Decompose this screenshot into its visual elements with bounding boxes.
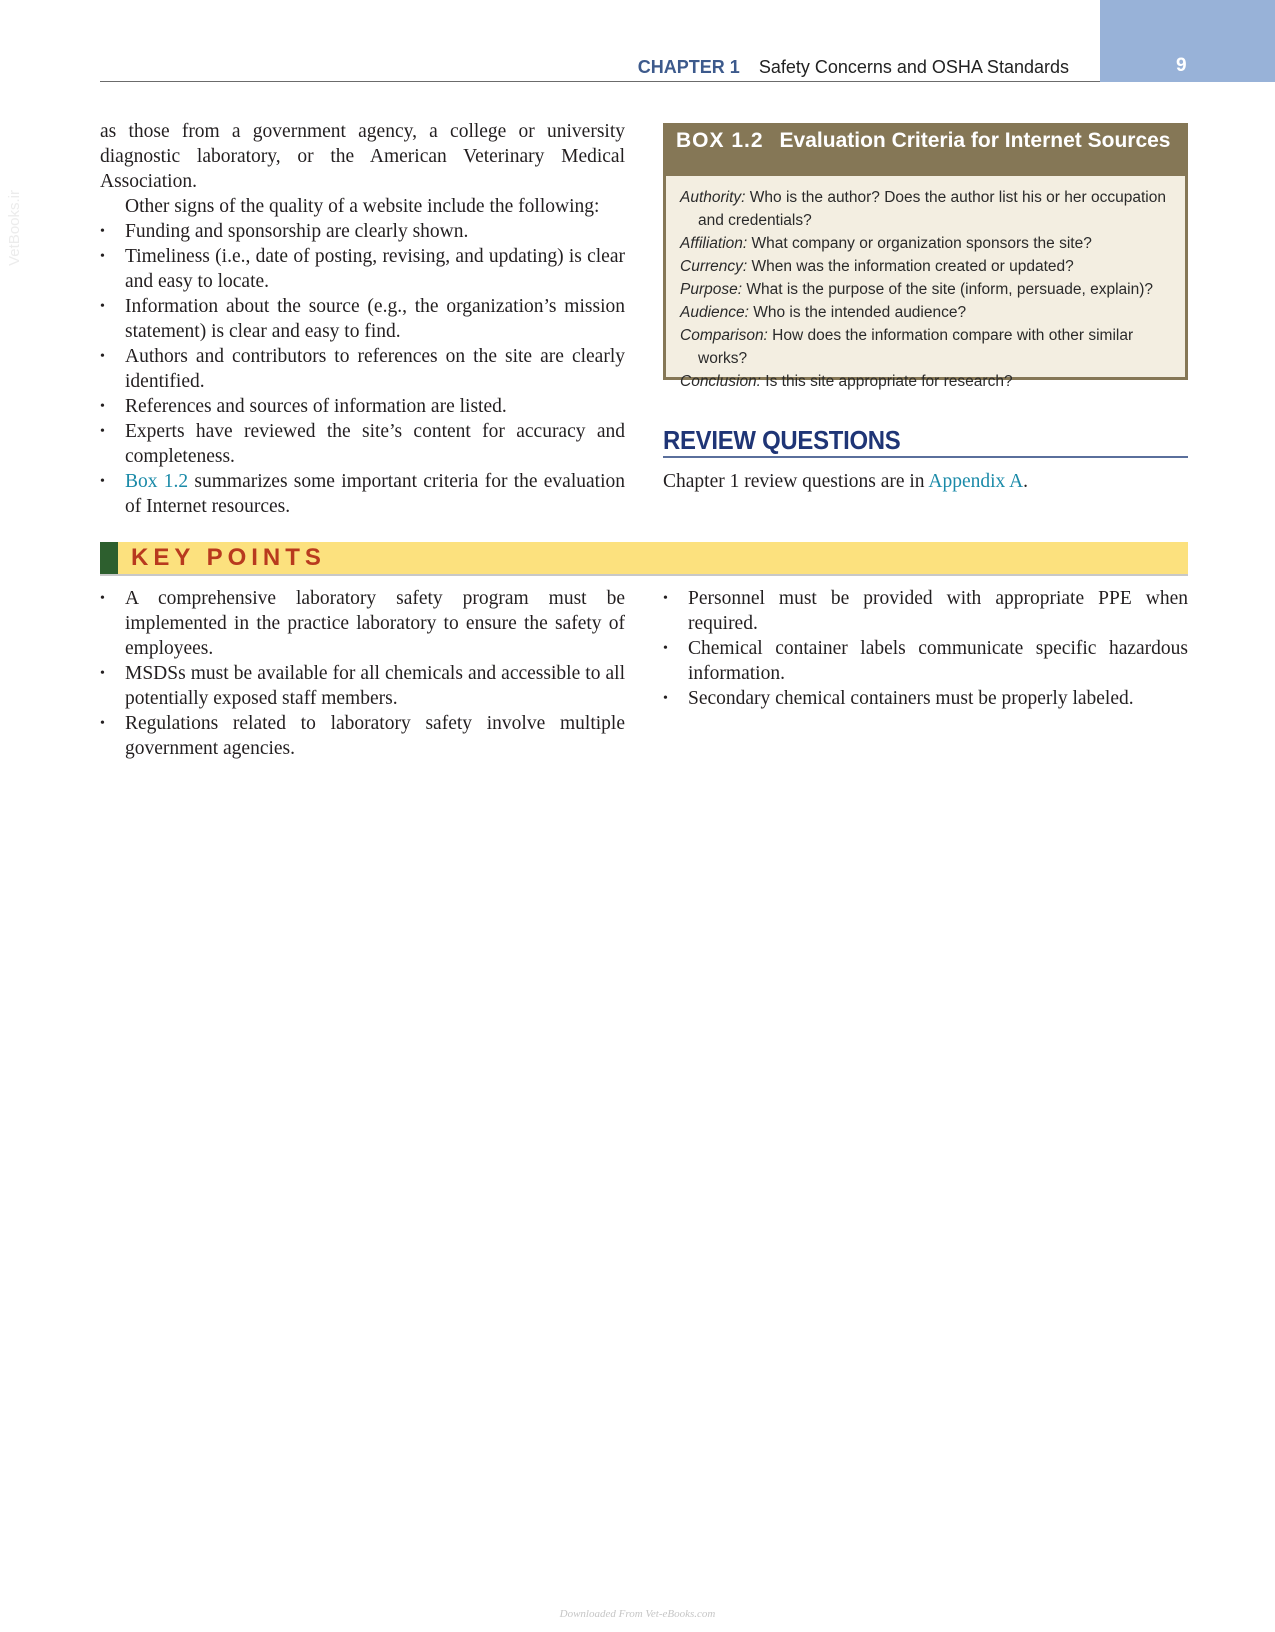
key-points-rule (100, 574, 1188, 576)
review-questions-heading: REVIEW QUESTIONS (663, 425, 901, 455)
key-points-left-list (100, 586, 625, 761)
box-row (680, 186, 1173, 232)
list-item: • Personnel must be provided with appropriate PPE when required. (663, 586, 1188, 636)
list-item: • Regulations related to laboratory safety involve multiple government agencies. (100, 711, 625, 761)
list-item: • Information about the source (e.g., the organization’s mission statement) is clear and easy to find. (100, 294, 625, 344)
appendix-a-link[interactable]: Appendix A (928, 471, 1024, 492)
box-text: What is the purpose of the site (inform, persuade, explain)? (742, 281, 1154, 298)
box-text: How does the information compare with other similar works? (698, 327, 1134, 367)
list-item: • MSDSs must be available for all chemicals and accessible to all potentially exposed staff members. (100, 661, 625, 711)
box-term: Authority: (680, 189, 746, 206)
key-points-heading: KEY POINTS (131, 544, 326, 571)
page-number-tab (1100, 0, 1275, 82)
box-text: What company or organization sponsors the site? (747, 235, 1092, 252)
box-label: BOX 1.2 (676, 129, 764, 152)
left-column (100, 119, 625, 519)
box-term: Conclusion: (680, 373, 761, 390)
review-text-before: Chapter 1 review questions are in (663, 471, 929, 492)
list-item: • A comprehensive laboratory safety program must be implemented in the practice laboratory to ensure the safety of employees. (100, 586, 625, 661)
list-item: • Funding and sponsorship are clearly shown. (100, 219, 625, 244)
box-evaluation-criteria (663, 123, 1188, 390)
review-text-after: . (1023, 471, 1029, 492)
box-row (680, 324, 1173, 370)
list-item: • Secondary chemical containers must be properly labeled. (663, 686, 1188, 711)
intro-paragraph: as those from a government agency, a college or university diagnostic laboratory, or the American Veterinary Medical Association. (100, 121, 625, 192)
box-text: When was the information created or updated? (747, 258, 1074, 275)
list-item-text: summarizes some important criteria for the evaluation of Internet resources. (125, 471, 625, 517)
key-points-right-column (663, 586, 1188, 711)
review-questions-text (663, 469, 1028, 494)
chapter-label: CHAPTER 1 (637, 57, 740, 77)
box-row (680, 255, 1173, 278)
box-term: Comparison: (680, 327, 768, 344)
box-term: Purpose: (680, 281, 743, 298)
box-header (666, 126, 1185, 176)
list-item: • Experts have reviewed the site’s content for accuracy and completeness. (100, 419, 625, 469)
side-watermark: VetBooks.ir (6, 190, 23, 266)
box-term: Affiliation: (680, 235, 748, 252)
chapter-title: Safety Concerns and OSHA Standards (758, 57, 1069, 77)
key-points-left-column (100, 586, 625, 761)
box-title: Evaluation Criteria for Internet Sources (779, 129, 1171, 152)
list-item: • Authors and contributors to references on the site are clearly identified. (100, 344, 625, 394)
list-item: • Timeliness (i.e., date of posting, revising, and updating) is clear and easy to locate. (100, 244, 625, 294)
box-row (680, 370, 1173, 393)
box-row (680, 232, 1173, 255)
list-item (100, 469, 625, 519)
quality-signs-list (100, 219, 625, 519)
box-text: Who is the intended audience? (748, 304, 967, 321)
key-points-accent (100, 542, 118, 575)
box-term: Audience: (680, 304, 749, 321)
box-row (680, 278, 1173, 301)
review-questions-rule (663, 456, 1188, 458)
lead-paragraph: Other signs of the quality of a website include the following: (125, 196, 600, 217)
footer-watermark: Downloaded From Vet-eBooks.com (559, 1608, 716, 1620)
key-points-right-list (663, 586, 1188, 711)
list-item: • References and sources of information are listed. (100, 394, 625, 419)
box-term: Currency: (680, 258, 748, 275)
box-row (680, 301, 1173, 324)
running-header (638, 57, 1069, 78)
box-text: Who is the author? Does the author list his or her occupation and credentials? (698, 189, 1166, 229)
list-item: • Chemical container labels communicate specific hazardous information. (663, 636, 1188, 686)
header-rule (100, 81, 1100, 82)
page-number: 9 (1176, 55, 1187, 76)
box-1-2-link[interactable]: Box 1.2 (125, 471, 189, 492)
box-text: Is this site appropriate for research? (761, 373, 1013, 390)
box-body (666, 176, 1185, 393)
